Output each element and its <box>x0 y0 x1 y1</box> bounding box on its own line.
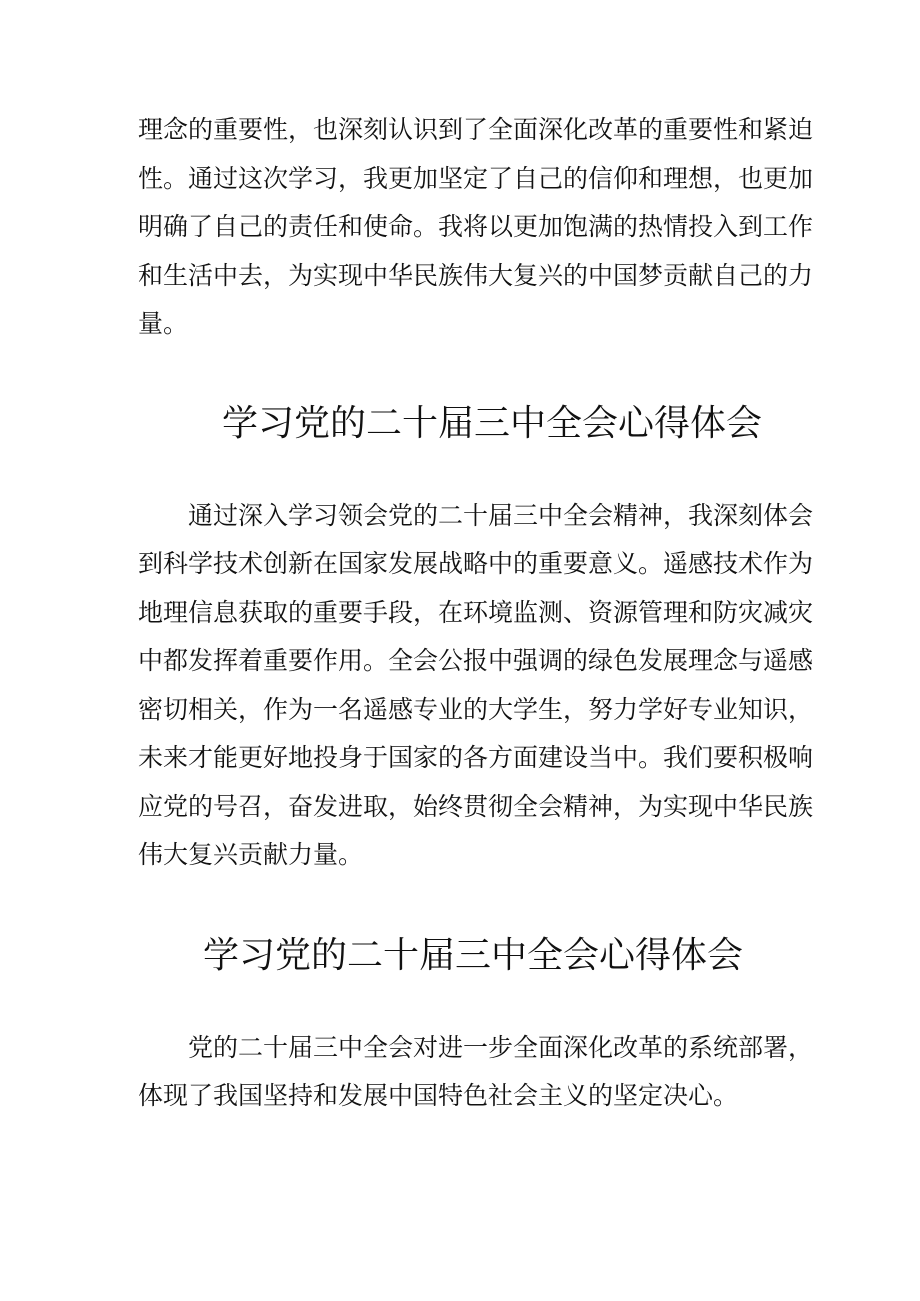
text-line: 量。 <box>138 309 189 338</box>
text-line: 通过深入学习领会党的二十届三中全会精神，我深刻体会 <box>188 501 814 530</box>
text-line: 中都发挥着重要作用。全会公报中强调的绿色发展理念与遥感 <box>138 646 814 675</box>
text-line: 未来才能更好地投身于国家的各方面建设当中。我们要积极响 <box>138 743 814 772</box>
text-line: 和生活中去，为实现中华民族伟大复兴的中国梦贡献自己的力 <box>138 261 814 290</box>
text-line: 理念的重要性，也深刻认识到了全面深化改革的重要性和紧迫 <box>138 115 814 144</box>
text-line: 明确了自己的责任和使命。我将以更加饱满的热情投入到工作 <box>138 212 814 241</box>
text-line: 密切相关，作为一名遥感专业的大学生，努力学好专业知识， <box>138 695 814 724</box>
text-line: 伟大复兴贡献力量。 <box>138 840 364 869</box>
text-line: 地理信息获取的重要手段，在环境监测、资源管理和防灾减灾 <box>138 598 814 627</box>
text-line: 党的二十届三中全会对进一步全面深化改革的系统部署， <box>188 1033 814 1062</box>
text-line: 到科学技术创新在国家发展战略中的重要意义。遥感技术作为 <box>138 549 814 578</box>
text-line: 体现了我国坚持和发展中国特色社会主义的坚定决心。 <box>138 1081 739 1110</box>
text-line: 性。通过这次学习，我更加坚定了自己的信仰和理想，也更加 <box>138 164 814 193</box>
text-line: 应党的号召，奋发进取，始终贯彻全会精神，为实现中华民族 <box>138 792 814 821</box>
section-heading: 学习党的二十届三中全会心得体会 <box>222 403 763 444</box>
section-heading: 学习党的二十届三中全会心得体会 <box>203 935 744 976</box>
